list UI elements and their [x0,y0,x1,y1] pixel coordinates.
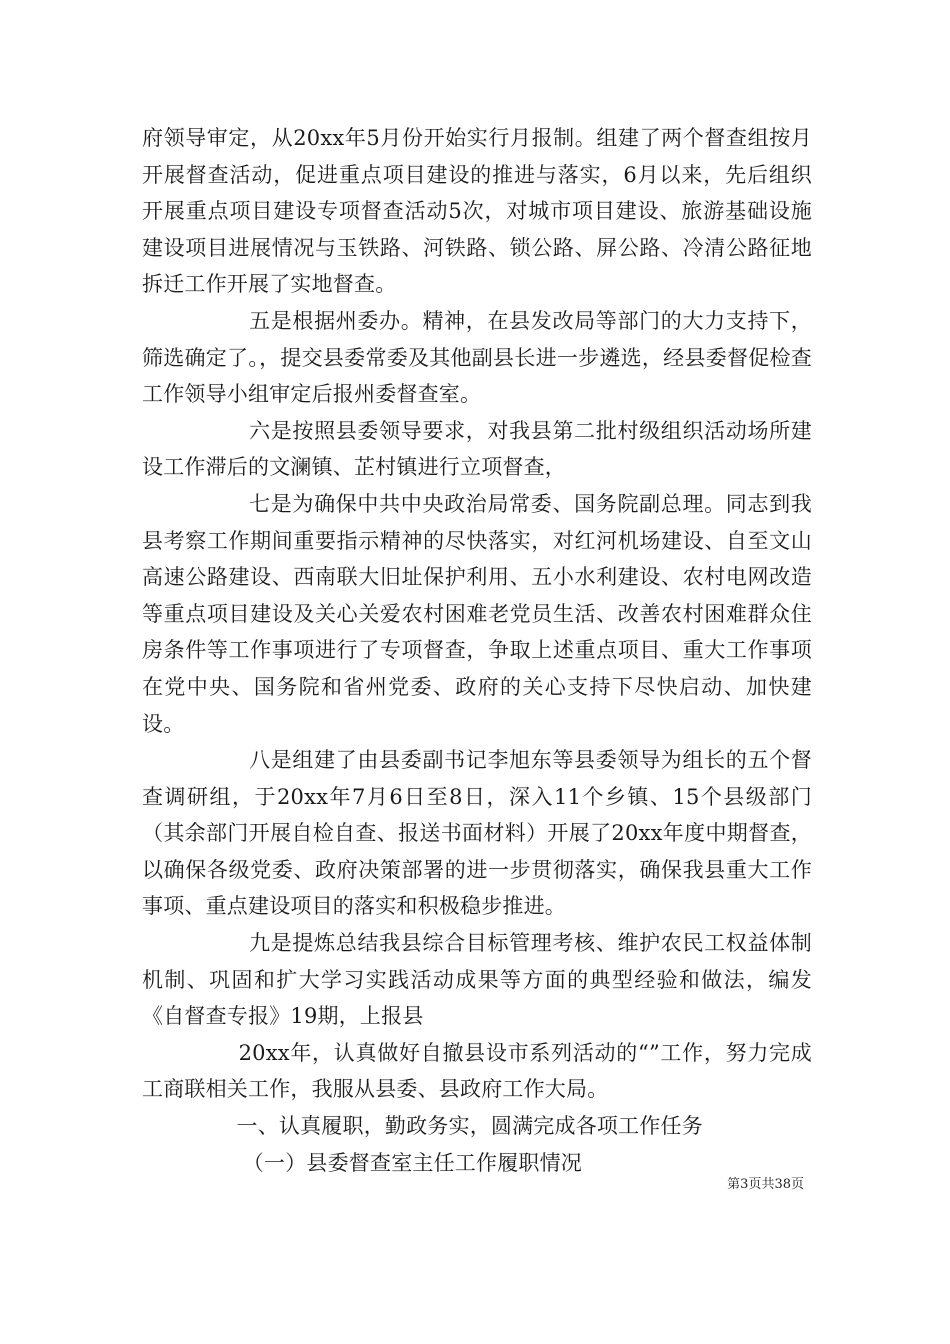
paragraph-item-8: 八是组建了由县委副书记李旭东等县委领导为组长的五个督查调研组，于20xx年7月6日至8日，深入11个乡镇、15个县级部门（其余部门开展自检自查、报送书面材料）开展了20xx年度中期督查，以确保各级党委、政府决策部署的进一步贯彻落实，确保我县重大工作事项、重点建设项目的落实和积极稳步推进。 [142,748,812,919]
paragraph-continuation: 府领导审定，从20xx年5月份开始实行月报制。组建了两个督查组按月开展督查活动，促进重点项目建设的推进与落实，6月以来，先后组织开展重点项目建设专项督查活动5次，对城市项目建设、旅游基础设施建设项目进展情况与玉铁路、河铁路、锁公路、屏公路、冷清公路征地拆迁工作开展了实地督查。 [142,126,812,297]
paragraph-item-7: 七是为确保中共中央政治局常委、国务院副总理。同志到我县考察工作期间重要指示精神的尽快落实，对红河机场建设、自至文山高速公路建设、西南联大旧址保护利用、五小水利建设、农村电网改造等重点项目建设及关心关爱农村困难老党员生活、改善农村困难群众住房条件等工作事项进行了专项督查，争取上述重点项目、重大工作事项在党中央、国务院和省州党委、政府的关心支持下尽快启动、加快建设。 [142,491,812,736]
document-body [142,120,812,1181]
subsection-heading: （一）县委督查室主任工作履职情况 [242,1150,582,1175]
paragraph-item-9: 九是提炼总结我县综合目标管理考核、维护农民工权益体制机制、巩固和扩大学习实践活动成果等方面的典型经验和做法，编发《自督查专报》19期，上报县 [142,931,812,1029]
paragraph-summary: 20xx年，认真做好自撤县设市系列活动的“”工作，努力完成工商联相关工作，我服从县委、县政府工作大局。 [142,1040,812,1102]
section-heading: 一、认真履职，勤政务实，圆满完成各项工作任务 [236,1114,703,1139]
paragraph-item-5: 五是根据州委办。精神，在县发改局等部门的大力支持下，筛选确定了。，提交县委常委及其他副县长进一步遴选，经县委督促检查工作领导小组审定后报州委督查室。 [142,308,812,407]
paragraph-item-6: 六是按照县委领导要求，对我县第二批村级组织活动场所建设工作滞后的文澜镇、芷村镇进行立项督查， [142,418,812,480]
page-number: 第3页共38页 [727,1177,804,1192]
